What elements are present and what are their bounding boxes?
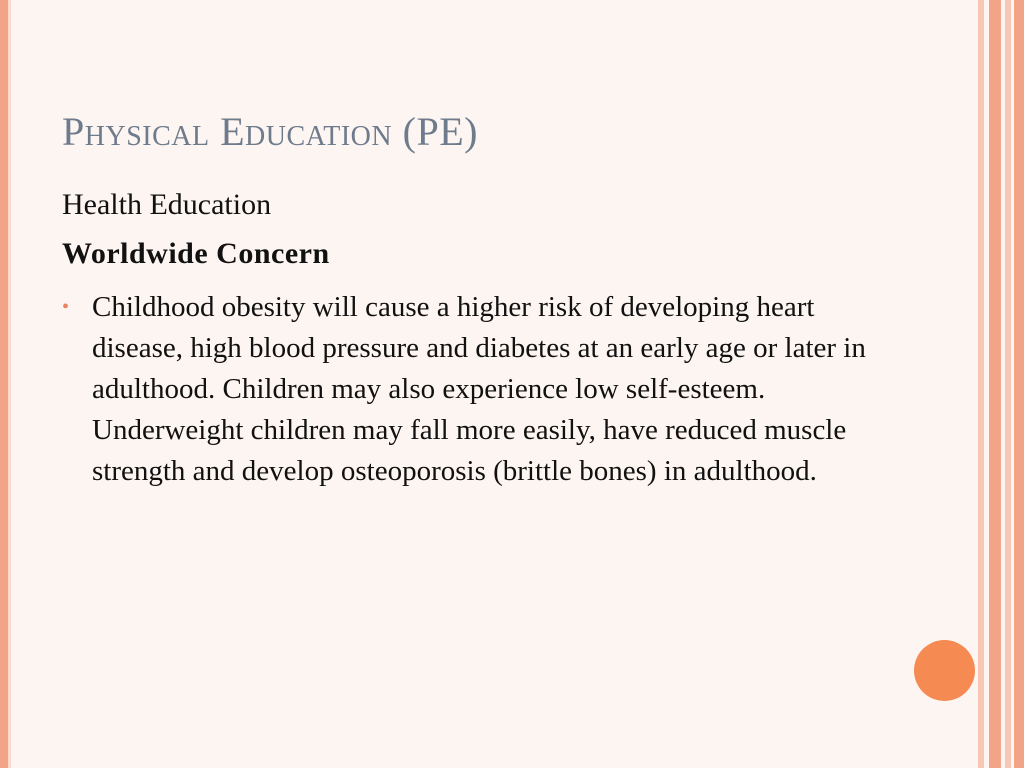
stripe	[989, 0, 1001, 768]
left-border-inner-stripe	[8, 0, 11, 768]
bullet-text: Childhood obesity will cause a higher risk of developing heart disease, high blood pressure and diabetes at an early age or later in adulthood. Children may also experience low self-esteem. Underweight children may fall more easily, have reduced muscle strength and develop osteoporosis (brittle bones) in adulthood.	[92, 291, 866, 487]
slide-subtitle: Health Education	[62, 188, 272, 221]
section-heading: Worldwide Concern	[62, 237, 330, 270]
bullet-marker-icon: •	[62, 296, 70, 318]
bullet-item	[62, 287, 892, 492]
decorative-circle	[914, 640, 975, 701]
right-decorative-stripes	[978, 0, 1024, 768]
left-border-stripe	[0, 0, 8, 768]
stripe	[1014, 0, 1024, 768]
slide-title: Physical Education (PE)	[62, 109, 478, 154]
